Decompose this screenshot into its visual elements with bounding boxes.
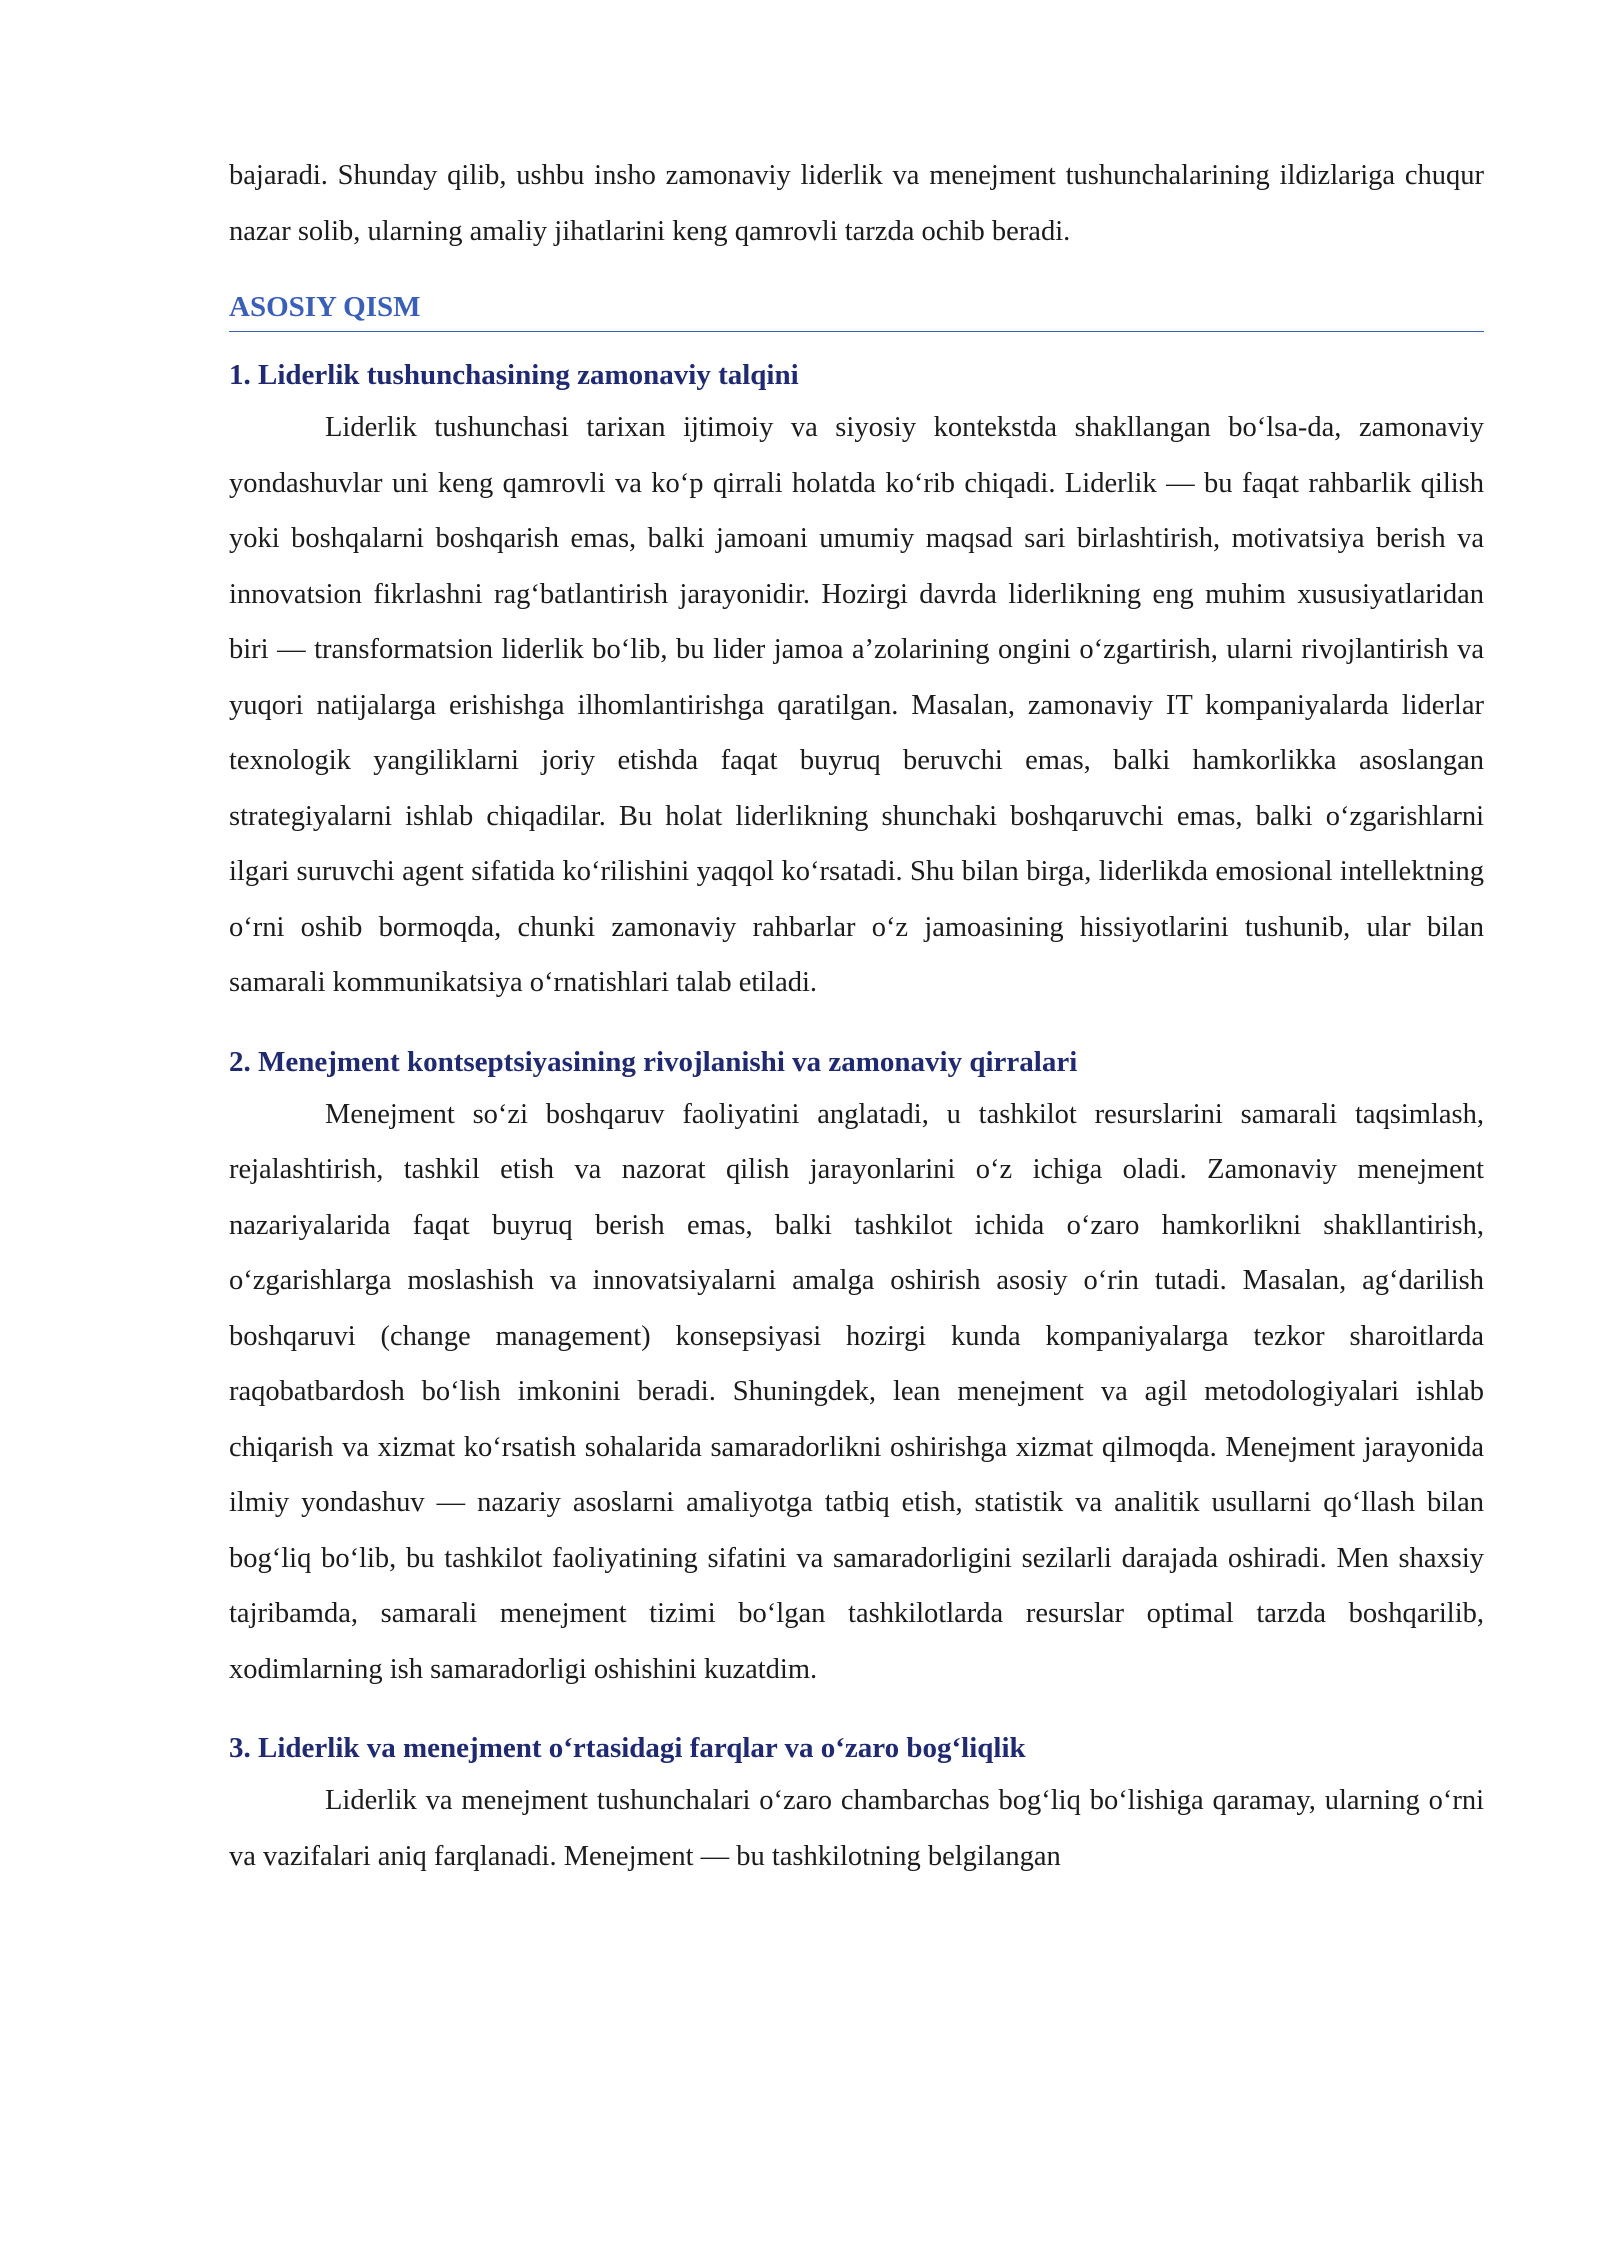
subsection-2 — [229, 1037, 1484, 1698]
subsection-1-heading: 1. Liderlik tushunchasining zamonaviy talqini — [229, 359, 799, 391]
subsection-2-heading: 2. Menejment kontseptsiyasining rivojlanishi va zamonaviy qirralari — [229, 1045, 1078, 1078]
section-title: ASOSIY QISM — [229, 287, 1484, 332]
subsection-3-heading: 3. Liderlik va menejment o‘rtasidagi farqlar va o‘zaro bog‘liqlik — [229, 1732, 1026, 1764]
subsection-1-body: Liderlik tushunchasi tarixan ijtimoiy va siyosiy kontekstda shakllangan bo‘lsa-da, zamonaviy yondashuvlar uni keng qamrovli va ko‘p qirrali holatda ko‘rib chiqadi. Liderlik — bu faqat rahbarlik qilish yoki boshqalarni boshqarish emas, balki jamoani umumiy maqsad sari birlashtirish, motivatsiya berish va innovatsion fikrlashni rag‘batlantirish jarayonidir. Hozirgi davrda liderlikning eng muhim xususiyatlaridan biri — transformatsion liderlik bo‘lib, bu lider jamoa a’zolarining ongini o‘zgartirish, ularni rivojlantirish va yuqori natijalarga erishishga ilhomlantirishga qaratilgan. Masalan, zamonaviy IT kompaniyalarda liderlar texnologik yangiliklarni joriy etishda faqat buyruq beruvchi emas, balki hamkorlikka asoslangan strategiyalarni ishlab chiqadilar. Bu holat liderlikning shunchaki boshqaruvchi emas, balki o‘zgarishlarni ilgari suruvchi agent sifatida ko‘rilishini yaqqol ko‘rsatadi. Shu bilan birga, liderlikda emosional intellektning o‘rni oshib bormoqda, chunki zamonaviy rahbarlar o‘z jamoasining hissiyotlarini tushunib, ular bilan samarali kommunikatsiya o‘rnatishlari talab etiladi. — [229, 412, 1484, 998]
subsection-1 — [229, 350, 1484, 1011]
document-page — [229, 148, 1484, 1910]
subsection-2-body: Menejment so‘zi boshqaruv faoliyatini anglatadi, u tashkilot resurslarini samarali taqsimlash, rejalashtirish, tashkil etish va nazorat qilish jarayonlarini o‘z ichiga oladi. Zamonaviy menejment nazariyalarida faqat buyruq berish emas, balki tashkilot ichida o‘zaro hamkorlikni shakllantirish, o‘zgarishlarga moslashish va innovatsiyalarni amalga oshirish asosiy o‘rin tutadi. Masalan, ag‘darilish boshqaruvi (change management) konsepsiyasi hozirgi kunda kompaniyalarga tezkor sharoitlarda raqobatbardosh bo‘lish imkonini beradi. Shuningdek, lean menejment va agil metodologiyalari ishlab chiqarish va xizmat ko‘rsatish sohalarida samaradorlikni oshirishga xizmat qilmoqda. Menejment jarayonida ilmiy yondashuv — nazariy asoslarni amaliyotga tatbiq etish, statistik va analitik usullarni qo‘llash bilan bog‘liq bo‘lib, bu tashkilot faoliyatining sifatini va samaradorligini sezilarli darajada oshiradi. Men shaxsiy tajribamda, samarali menejment tizimi bo‘lgan tashkilotlarda resurslar optimal tarzda boshqarilib, xodimlarning ish samaradorligi oshishini kuzatdim. — [229, 1098, 1484, 1685]
subsection-3 — [229, 1723, 1484, 1884]
subsection-3-body: Liderlik va menejment tushunchalari o‘zaro chambarchas bog‘liq bo‘lishiga qaramay, ularning o‘rni va vazifalari aniq farqlanadi. Menejment — bu tashkilotning belgilangan — [229, 1785, 1484, 1872]
intro-paragraph: bajaradi. Shunday qilib, ushbu insho zamonaviy liderlik va menejment tushunchalarining ildizlariga chuqur nazar solib, ularning amaliy jihatlarini keng qamrovli tarzda ochib beradi. — [229, 160, 1484, 247]
